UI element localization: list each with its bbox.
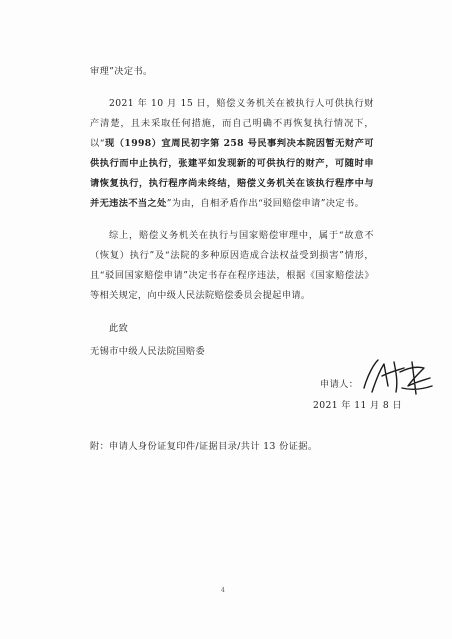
signature-date: 2021 年 11 月 8 日: [313, 400, 403, 411]
handwritten-signature: [354, 352, 444, 402]
applicant-label: 申请人：: [320, 379, 359, 390]
paragraph-1: [90, 94, 374, 214]
attachment-note: 附：申请人身份证复印件/证据目录/共计 13 份证据。: [90, 441, 318, 452]
closing-salutation: 此致: [109, 323, 129, 334]
paragraph-0: 审理”决定书。: [90, 66, 153, 77]
paragraph-1-quote: 现（1998）宜周民初字第 258 号民事判决本院因暂无财产可供执行而中止执行，张建平如发现新的可供执行的财产，可随时申请恢复执行，执行程序尚未终结，赔偿义务机关在该执行程序中与并无违法不当之处: [90, 138, 374, 209]
recipient: 无锡市中级人民法院国赔委: [90, 346, 206, 357]
paragraph-2: 综上，赔偿义务机关在执行与国家赔偿审理中，属于“故意不（恢复）执行”及“法院的多种原因造成合法权益受到损害”情形，且“驳回国家赔偿申请”决定书存在程序违法，根据《国家赔偿法》等相关规定，向中级人民法院赔偿委员会提起申请。: [90, 230, 374, 301]
page-number: 4: [221, 587, 225, 594]
paragraph-1-text-b: ”为由，自相矛盾作出“驳回赔偿申请”决定书。: [166, 198, 365, 209]
paragraph-1-text-a: 2021 年 10 月 15 日，赔偿义务机关在被执行人可供执行财产清楚，且未采取任何措施，而自己明确不再恢复执行情况下，以“: [90, 98, 374, 149]
